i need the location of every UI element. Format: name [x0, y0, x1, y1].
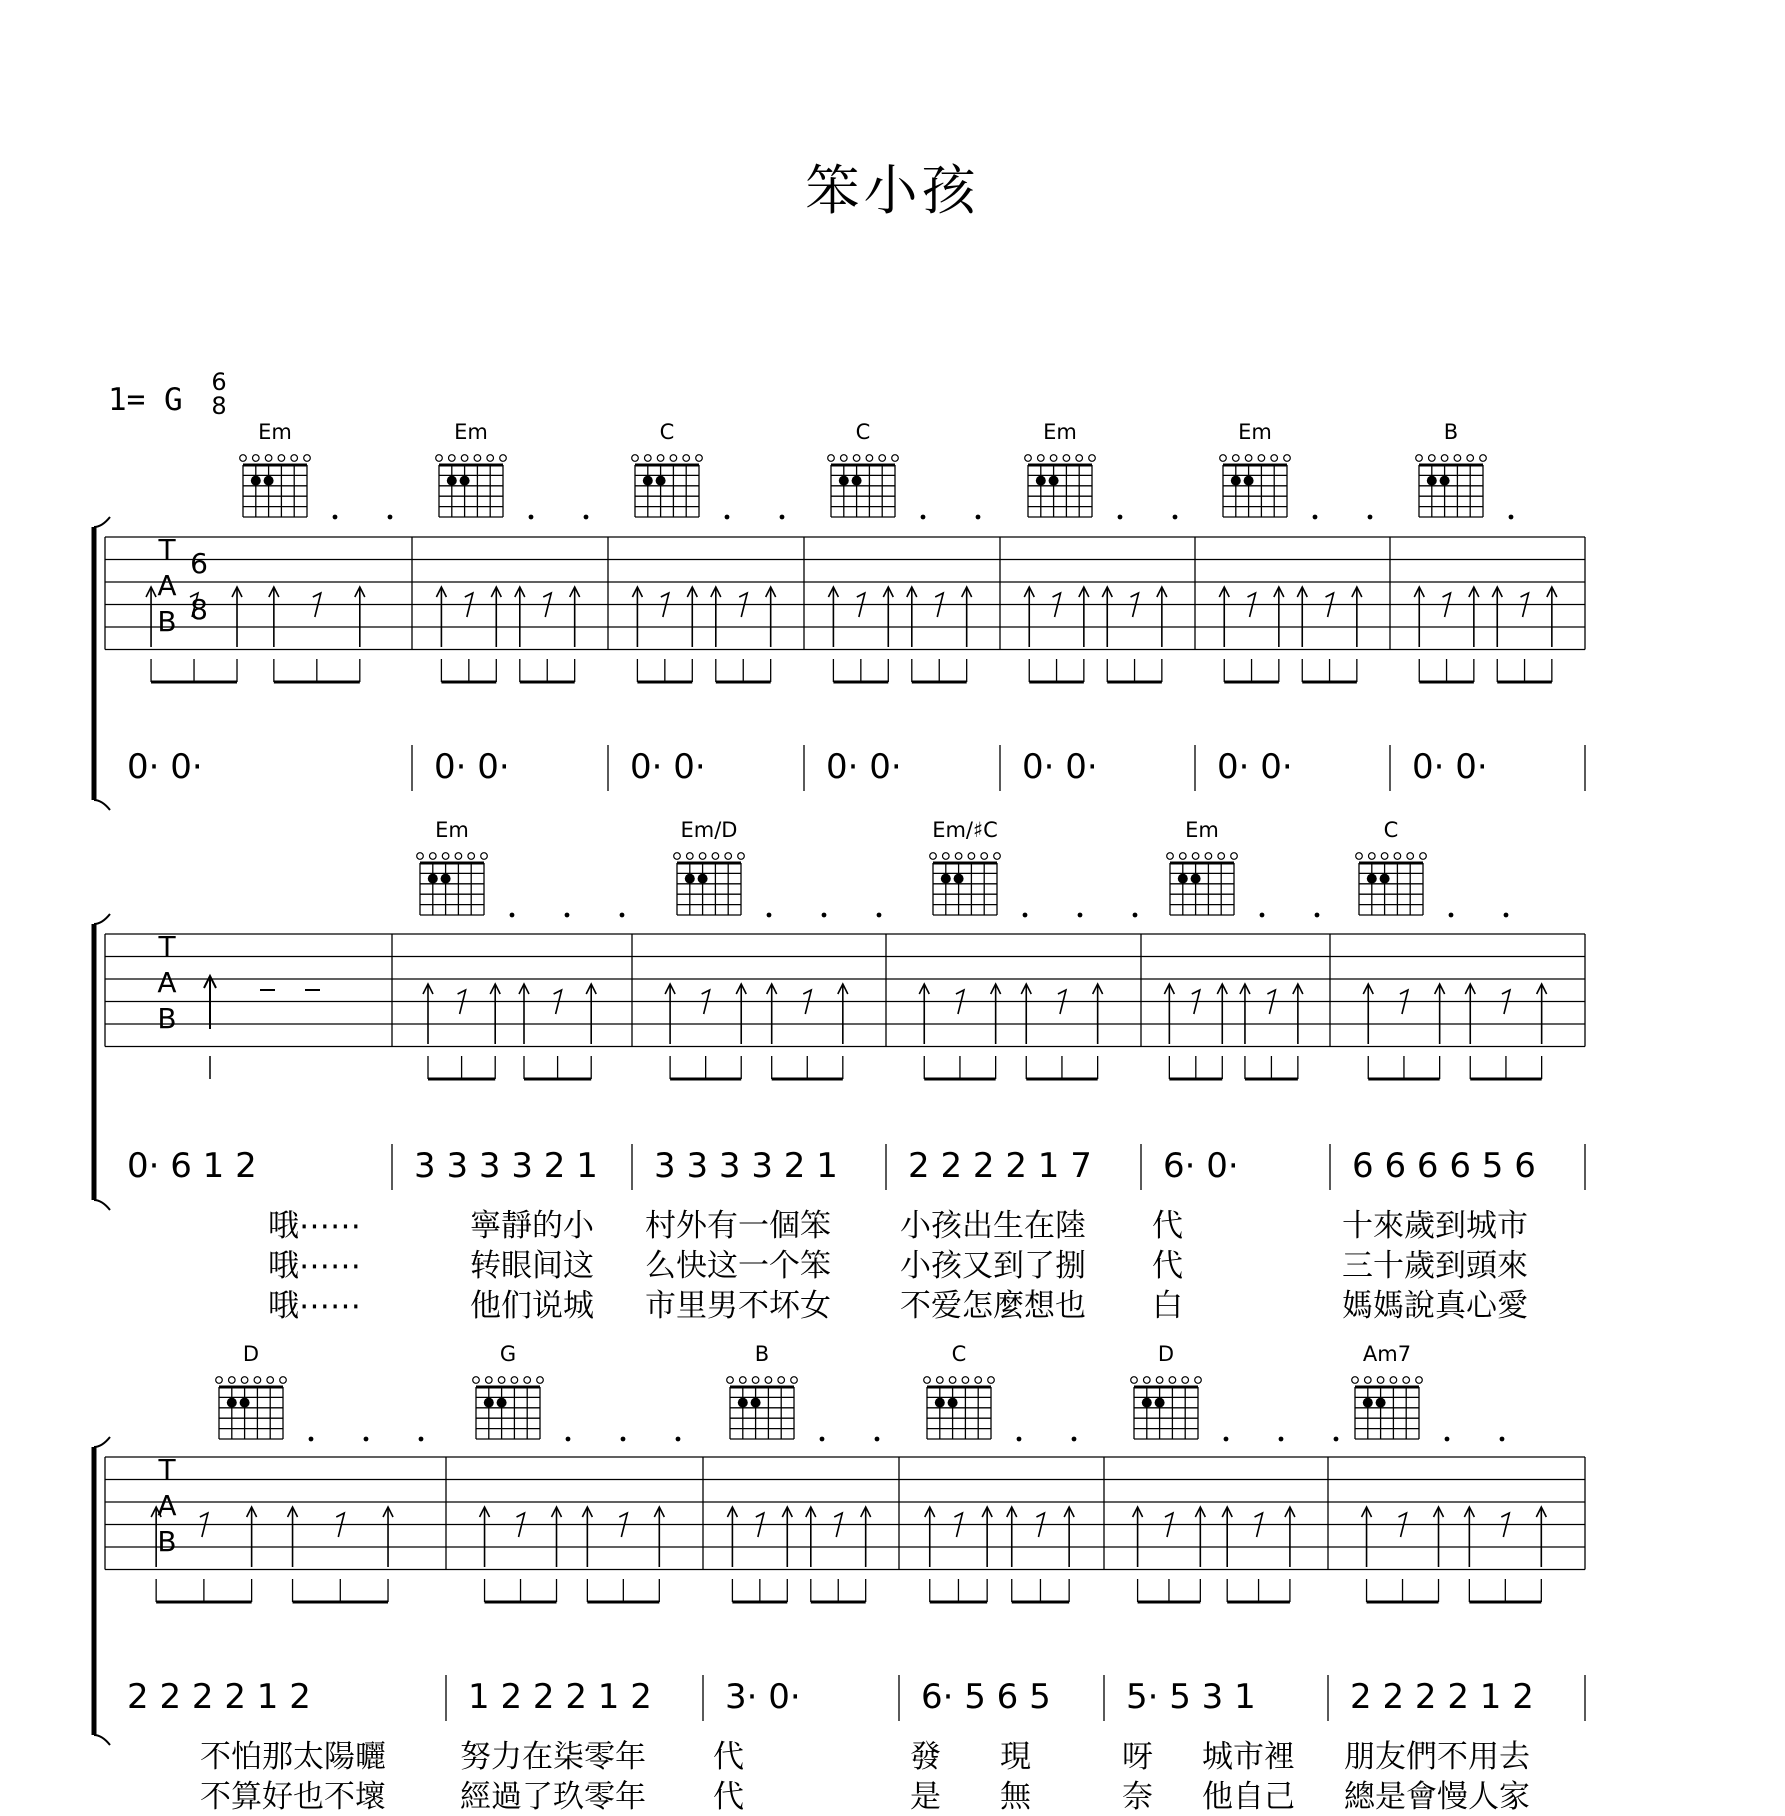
open-string-marker: [1394, 853, 1401, 860]
open-string-marker: [962, 1377, 969, 1384]
open-string-marker: [853, 455, 860, 462]
open-string-marker: [683, 455, 690, 462]
open-string-marker: [778, 1377, 785, 1384]
rhythm-dot: [877, 913, 882, 918]
open-string-marker: [537, 1377, 544, 1384]
finger-dot: [460, 476, 470, 486]
chord-name-0-1: Em: [454, 420, 488, 444]
open-string-marker: [216, 1377, 223, 1384]
rhythm-dot: [419, 1437, 424, 1442]
rhythm-dot: [822, 913, 827, 918]
rhythm-dot: [529, 515, 534, 520]
open-string-marker: [1480, 455, 1487, 462]
open-string-marker: [498, 1377, 505, 1384]
lyric-line-1: 小孩出生在陸: [900, 1208, 1086, 1244]
open-string-marker: [892, 455, 899, 462]
open-string-marker: [740, 1377, 747, 1384]
numbered-notation-measure: 0· 6 1 2: [127, 1146, 257, 1186]
chord-name-2-3: C: [951, 1342, 967, 1366]
rhythm-dot: [1334, 1437, 1339, 1442]
open-string-marker: [879, 455, 886, 462]
numbered-notation-measure: 0· 0·: [127, 747, 203, 787]
rhythm-dot: [976, 515, 981, 520]
open-string-marker: [712, 853, 719, 860]
open-string-marker: [1182, 1377, 1189, 1384]
open-string-marker: [727, 1377, 734, 1384]
rhythm-dot: [1313, 515, 1318, 520]
finger-dot: [484, 1398, 494, 1408]
lyric-line-1: 代: [713, 1739, 744, 1775]
open-string-marker: [1089, 455, 1096, 462]
lyric-line-1: 哦⋯⋯: [268, 1208, 361, 1244]
chord-name-0-4: Em: [1043, 420, 1077, 444]
lyric-line-1: 發: [910, 1739, 941, 1775]
lyric-line-3: 他们说城: [470, 1288, 594, 1324]
open-string-marker: [500, 455, 507, 462]
open-string-marker: [1195, 1377, 1202, 1384]
rhythm-dot: [820, 1437, 825, 1442]
rhythm-dot: [1078, 913, 1083, 918]
finger-dot: [1142, 1398, 1152, 1408]
rhythm-dot: [1279, 1437, 1284, 1442]
finger-dot: [738, 1398, 748, 1408]
open-string-marker: [1390, 1377, 1397, 1384]
finger-dot: [1049, 476, 1059, 486]
tab-time-bottom: 8: [190, 593, 208, 626]
rhythm-dot: [364, 1437, 369, 1442]
numbered-notation-measure: 0· 0·: [434, 747, 510, 787]
numbered-notation-measure: 6 6 6 6 5 6: [1352, 1146, 1536, 1186]
chord-name-2-0: D: [242, 1342, 260, 1366]
lyric-line-3: 市里男不坏女: [645, 1288, 831, 1324]
lyric-line-1: 朋友們不用去: [1344, 1739, 1530, 1775]
bracket-cap-bottom: [94, 1200, 110, 1210]
rhythm-dot: [584, 515, 589, 520]
finger-dot: [1231, 476, 1241, 486]
open-string-marker: [670, 455, 677, 462]
lyric-line-1: 寧靜的小: [470, 1208, 594, 1244]
finger-dot: [941, 874, 951, 884]
lyric-line-1: 現: [1000, 1739, 1031, 1775]
finger-dot: [1363, 1398, 1373, 1408]
rhythm-dot: [1023, 913, 1028, 918]
bracket-cap-bottom: [94, 800, 110, 810]
open-string-marker: [1420, 853, 1427, 860]
open-string-marker: [1050, 455, 1057, 462]
chord-name-2-5: Am7: [1362, 1342, 1412, 1366]
time-signature-top: 6: [211, 368, 227, 396]
rhythm-dot: [1260, 913, 1265, 918]
chord-name-1-4: C: [1383, 818, 1399, 842]
tab-clef-a: A: [157, 569, 177, 602]
numbered-notation-measure: 5· 5 3 1: [1126, 1677, 1256, 1717]
open-string-marker: [449, 455, 456, 462]
chord-name-2-1: G: [499, 1342, 517, 1366]
open-string-marker: [943, 853, 950, 860]
numbered-notation-measure: 2 2 2 2 1 2: [1350, 1677, 1534, 1717]
bracket-cap-top: [94, 517, 110, 527]
rhythm-dot: [565, 913, 570, 918]
open-string-marker: [468, 853, 475, 860]
rhythm-dot: [1504, 913, 1509, 918]
open-string-marker: [1258, 455, 1265, 462]
open-string-marker: [752, 1377, 759, 1384]
open-string-marker: [254, 1377, 261, 1384]
rhythm-dot: [1072, 1437, 1077, 1442]
rhythm-dot: [1509, 515, 1514, 520]
finger-dot: [251, 476, 261, 486]
rhythm-dot: [1445, 1437, 1450, 1442]
open-string-marker: [981, 853, 988, 860]
lyric-line-2: 代: [1152, 1248, 1183, 1284]
lyric-line-2: 無: [1000, 1779, 1031, 1815]
rhythm-dot: [510, 913, 515, 918]
open-string-marker: [1416, 455, 1423, 462]
lyric-line-2: 哦⋯⋯: [268, 1248, 361, 1284]
lyric-line-1: 城市裡: [1202, 1739, 1295, 1775]
finger-dot: [240, 1398, 250, 1408]
open-string-marker: [524, 1377, 531, 1384]
open-string-marker: [1192, 853, 1199, 860]
open-string-marker: [455, 853, 462, 860]
open-string-marker: [1284, 455, 1291, 462]
open-string-marker: [481, 853, 488, 860]
open-string-marker: [1441, 455, 1448, 462]
bracket-cap-bottom: [94, 1735, 110, 1745]
rhythm-dot: [725, 515, 730, 520]
open-string-marker: [841, 455, 848, 462]
open-string-marker: [253, 455, 260, 462]
open-string-marker: [265, 455, 272, 462]
chord-name-0-6: B: [1443, 420, 1459, 444]
open-string-marker: [1467, 455, 1474, 462]
open-string-marker: [278, 455, 285, 462]
rhythm-dot: [1368, 515, 1373, 520]
tab-clef-b: B: [157, 1525, 177, 1558]
open-string-marker: [1381, 853, 1388, 860]
key-signature: 1= G: [108, 382, 183, 418]
open-string-marker: [1271, 455, 1278, 462]
chord-name-1-2: Em/♯C: [932, 818, 998, 842]
lyric-line-1: 努力在柒零年: [460, 1739, 646, 1775]
rhythm-dot: [566, 1437, 571, 1442]
open-string-marker: [1377, 1377, 1384, 1384]
open-string-marker: [267, 1377, 274, 1384]
chord-name-0-3: C: [855, 420, 871, 444]
open-string-marker: [1231, 853, 1238, 860]
chord-name-0-5: Em: [1238, 420, 1272, 444]
open-string-marker: [1025, 455, 1032, 462]
rhythm-dot: [1017, 1437, 1022, 1442]
numbered-notation-measure: 3 3 3 3 2 1: [654, 1146, 838, 1186]
rhythm-dot: [676, 1437, 681, 1442]
open-string-marker: [1169, 1377, 1176, 1384]
open-string-marker: [930, 853, 937, 860]
chord-name-0-2: C: [659, 420, 675, 444]
tab-clef-a: A: [157, 966, 177, 999]
numbered-notation-measure: 3 3 3 3 2 1: [414, 1146, 598, 1186]
chord-name-1-0: Em: [435, 818, 469, 842]
open-string-marker: [791, 1377, 798, 1384]
numbered-notation-measure: 1 2 2 2 1 2: [468, 1677, 652, 1717]
open-string-marker: [765, 1377, 772, 1384]
open-string-marker: [1429, 455, 1436, 462]
tab-clef-t: T: [158, 1453, 176, 1486]
open-string-marker: [696, 455, 703, 462]
finger-dot: [441, 874, 451, 884]
open-string-marker: [1233, 455, 1240, 462]
rhythm-dot: [921, 515, 926, 520]
lyric-line-1: 不怕那太陽曬: [200, 1739, 386, 1775]
open-string-marker: [436, 455, 443, 462]
open-string-marker: [1144, 1377, 1151, 1384]
open-string-marker: [645, 455, 652, 462]
lyric-line-1: 代: [1152, 1208, 1183, 1244]
finger-dot: [1155, 1398, 1165, 1408]
open-string-marker: [1076, 455, 1083, 462]
open-string-marker: [687, 853, 694, 860]
lyric-line-1: 村外有一個笨: [645, 1208, 831, 1244]
bracket-cap-top: [94, 1437, 110, 1447]
open-string-marker: [657, 455, 664, 462]
finger-dot: [948, 1398, 958, 1408]
rhythm-dot: [333, 515, 338, 520]
open-string-marker: [988, 1377, 995, 1384]
finger-dot: [1244, 476, 1254, 486]
numbered-notation-measure: 3· 0·: [725, 1677, 801, 1717]
numbered-notation-measure: 0· 0·: [1412, 747, 1488, 787]
finger-dot: [428, 874, 438, 884]
numbered-notation-measure: 0· 0·: [826, 747, 902, 787]
open-string-marker: [975, 1377, 982, 1384]
rhythm-dot: [1224, 1437, 1229, 1442]
open-string-marker: [1156, 1377, 1163, 1384]
open-string-marker: [699, 853, 706, 860]
rhythm-dot: [767, 913, 772, 918]
open-string-marker: [473, 1377, 480, 1384]
open-string-marker: [1063, 455, 1070, 462]
rhythm-dot: [1118, 515, 1123, 520]
open-string-marker: [474, 455, 481, 462]
finger-dot: [643, 476, 653, 486]
open-string-marker: [1356, 853, 1363, 860]
numbered-notation-measure: 0· 0·: [1022, 747, 1098, 787]
tab-clef-t: T: [158, 533, 176, 566]
lyric-line-1: 十來歲到城市: [1342, 1208, 1528, 1244]
numbered-notation-measure: 2 2 2 2 1 7: [908, 1146, 1092, 1186]
lyric-line-3: 哦⋯⋯: [268, 1288, 361, 1324]
rhythm-dot: [621, 1437, 626, 1442]
open-string-marker: [674, 853, 681, 860]
lyric-line-2: 三十歲到頭來: [1342, 1248, 1528, 1284]
open-string-marker: [1218, 853, 1225, 860]
lyric-line-2: 小孩又到了捌: [900, 1248, 1086, 1284]
numbered-notation-measure: 2 2 2 2 1 2: [127, 1677, 311, 1717]
song-title: 笨小孩: [805, 159, 980, 222]
finger-dot: [935, 1398, 945, 1408]
tab-clef-b: B: [157, 605, 177, 638]
open-string-marker: [738, 853, 745, 860]
finger-dot: [698, 874, 708, 884]
open-string-marker: [1365, 1377, 1372, 1384]
lyric-line-2: 他自己: [1202, 1779, 1295, 1815]
lyric-line-1: 呀: [1122, 1739, 1153, 1775]
open-string-marker: [240, 455, 247, 462]
rhythm-dot: [388, 515, 393, 520]
finger-dot: [264, 476, 274, 486]
finger-dot: [751, 1398, 761, 1408]
chord-name-1-3: Em: [1185, 818, 1219, 842]
open-string-marker: [725, 853, 732, 860]
open-string-marker: [828, 455, 835, 462]
rhythm-dot: [1500, 1437, 1505, 1442]
lyric-line-2: 不算好也不壞: [200, 1779, 386, 1815]
chord-name-2-2: B: [754, 1342, 770, 1366]
open-string-marker: [241, 1377, 248, 1384]
rhythm-dot: [1133, 913, 1138, 918]
open-string-marker: [1416, 1377, 1423, 1384]
tab-clef-t: T: [158, 930, 176, 963]
finger-dot: [1380, 874, 1390, 884]
numbered-notation-measure: 0· 0·: [1217, 747, 1293, 787]
open-string-marker: [291, 455, 298, 462]
numbered-notation-measure: 0· 0·: [630, 747, 706, 787]
open-string-marker: [417, 853, 424, 860]
open-string-marker: [1205, 853, 1212, 860]
open-string-marker: [461, 455, 468, 462]
open-string-marker: [1407, 853, 1414, 860]
rhythm-dot: [1449, 913, 1454, 918]
finger-dot: [1440, 476, 1450, 486]
rhythm-dot: [1173, 515, 1178, 520]
open-string-marker: [1369, 853, 1376, 860]
tab-time-top: 6: [190, 547, 208, 580]
open-string-marker: [486, 1377, 493, 1384]
lyric-line-2: 總是會慢人家: [1344, 1779, 1530, 1815]
lyric-line-3: 白: [1152, 1288, 1183, 1324]
rhythm-dot: [875, 1437, 880, 1442]
finger-dot: [1376, 1398, 1386, 1408]
bracket-cap-top: [94, 914, 110, 924]
open-string-marker: [955, 853, 962, 860]
chord-name-2-4: D: [1157, 1342, 1175, 1366]
rhythm-dot: [620, 913, 625, 918]
open-string-marker: [442, 853, 449, 860]
open-string-marker: [1038, 455, 1045, 462]
open-string-marker: [1245, 455, 1252, 462]
finger-dot: [1036, 476, 1046, 486]
open-string-marker: [1454, 455, 1461, 462]
open-string-marker: [430, 853, 437, 860]
time-signature-bottom: 8: [211, 392, 227, 420]
open-string-marker: [1131, 1377, 1138, 1384]
finger-dot: [1178, 874, 1188, 884]
finger-dot: [852, 476, 862, 486]
finger-dot: [1367, 874, 1377, 884]
rhythm-dot: [309, 1437, 314, 1442]
finger-dot: [497, 1398, 507, 1408]
lyric-line-3: 媽媽說真心愛: [1342, 1288, 1528, 1324]
open-string-marker: [304, 455, 311, 462]
open-string-marker: [924, 1377, 931, 1384]
open-string-marker: [968, 853, 975, 860]
finger-dot: [227, 1398, 237, 1408]
tab-clef-b: B: [157, 1002, 177, 1035]
open-string-marker: [994, 853, 1001, 860]
lyric-line-2: 是: [910, 1779, 941, 1815]
finger-dot: [839, 476, 849, 486]
open-string-marker: [1352, 1377, 1359, 1384]
open-string-marker: [1180, 853, 1187, 860]
lyric-line-2: 代: [713, 1779, 744, 1815]
lyric-line-2: 經過了玖零年: [460, 1779, 646, 1815]
finger-dot: [1427, 476, 1437, 486]
finger-dot: [1191, 874, 1201, 884]
chord-name-0-0: Em: [258, 420, 292, 444]
finger-dot: [954, 874, 964, 884]
finger-dot: [656, 476, 666, 486]
tab-clef-a: A: [157, 1489, 177, 1522]
lyric-line-3: 不爱怎麼想也: [900, 1288, 1086, 1324]
lyric-line-2: 么快这一个笨: [645, 1248, 831, 1284]
open-string-marker: [1403, 1377, 1410, 1384]
open-string-marker: [632, 455, 639, 462]
chord-name-1-1: Em/D: [680, 818, 738, 842]
lyric-line-2: 转眼间这: [470, 1248, 594, 1284]
open-string-marker: [280, 1377, 287, 1384]
open-string-marker: [487, 455, 494, 462]
rhythm-dot: [780, 515, 785, 520]
lyric-line-2: 奈: [1122, 1779, 1153, 1815]
open-string-marker: [511, 1377, 518, 1384]
open-string-marker: [229, 1377, 236, 1384]
open-string-marker: [866, 455, 873, 462]
rhythm-dot: [1315, 913, 1320, 918]
open-string-marker: [949, 1377, 956, 1384]
open-string-marker: [1167, 853, 1174, 860]
numbered-notation-measure: 6· 0·: [1163, 1146, 1239, 1186]
finger-dot: [447, 476, 457, 486]
open-string-marker: [937, 1377, 944, 1384]
finger-dot: [685, 874, 695, 884]
numbered-notation-measure: 6· 5 6 5: [921, 1677, 1051, 1717]
open-string-marker: [1220, 455, 1227, 462]
